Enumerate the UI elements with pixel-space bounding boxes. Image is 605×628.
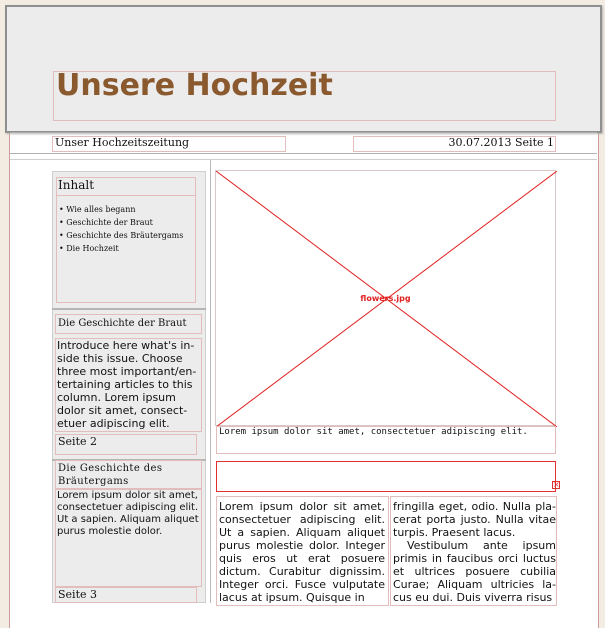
overflow-marker-icon[interactable]: × [553,480,560,489]
story2-page-ref: Seite 3 [58,588,97,601]
subheader-left-box[interactable] [52,136,286,152]
article-column-2-para-2: Vestibulum ante ipsum primis in faucibus orci luctus et ultrices posuere cubilia Curae; Aliquam ultricies la-cus eu dui. Duis viverra risus [393,539,556,604]
column-top-divider [10,159,597,160]
toc-item-1[interactable]: • Wie alles begann [59,205,136,214]
image-filename: flowers.jpg [360,294,411,303]
story2-page-ref-box[interactable] [55,587,197,603]
image-caption-box[interactable] [216,426,556,454]
story2-heading: Die Geschichte des Bräutergams [58,463,163,487]
subheader-divider [10,153,597,154]
article-column-1 [219,500,385,604]
empty-headline-frame[interactable] [216,461,556,492]
sidebar-separator-1 [52,308,206,310]
subheader-right-text: 30.07.2013 Seite 1 [448,136,554,149]
subheader-left-text: Unser Hochzeitszeitung [55,136,190,149]
article-column-1-text: Lorem ipsum dolor sit amet, consectetuer adipiscing elit. Ut a sapien. Aliquam aliquet purus molestie dolor. Integer quis eros ut erat posuere dictum. Curabitur dignissim. Integer orci. Fusce vulputate lacus at ipsum. Quisque in [219,500,385,604]
image-placeholder[interactable] [215,170,556,426]
image-caption: Lorem ipsum dolor sit amet, consectetuer adipiscing elit. [219,427,528,437]
story2-body-box[interactable] [55,489,202,587]
toc-list [59,203,193,255]
toc-item-4[interactable]: • Die Hochzeit [59,244,119,253]
story2-heading-box[interactable] [55,460,202,489]
story1-body-box[interactable] [55,338,202,432]
article-column-2-para-1: fringilla eget, odio. Nulla pla-cerat porta justo. Nulla vitae turpis. Praesent lacus. [393,500,556,539]
toc-item-2[interactable]: • Geschichte der Braut [59,218,153,227]
story1-heading: Die Geschichte der Braut [58,318,187,329]
newspaper-title: Unsere Hochzeit [56,68,333,103]
subheader-right-box[interactable] [353,136,556,152]
story2-body: Lorem ipsum dolor sit amet, consectetuer adipiscing elit. Ut a sapien. Aliquam aliquet purus molestie dolor. [57,490,199,537]
title-box[interactable] [53,68,556,121]
toc-heading-box [56,177,196,196]
story1-heading-box[interactable] [55,314,202,334]
story1-page-ref: Seite 2 [58,435,97,448]
top-divider [10,132,597,133]
toc-heading: Inhalt [58,178,95,192]
column-divider [210,160,211,603]
story1-body: Introduce here what's in-side this issue. Choose three most important/en-tertaining articles to this column. Lorem ipsum dolor sit amet, consect-etuer adipiscing elit. [57,339,197,430]
article-column-2 [393,500,556,604]
story1-page-ref-box[interactable] [55,434,197,455]
toc-item-3[interactable]: • Geschichte des Bräutergams [59,231,184,240]
